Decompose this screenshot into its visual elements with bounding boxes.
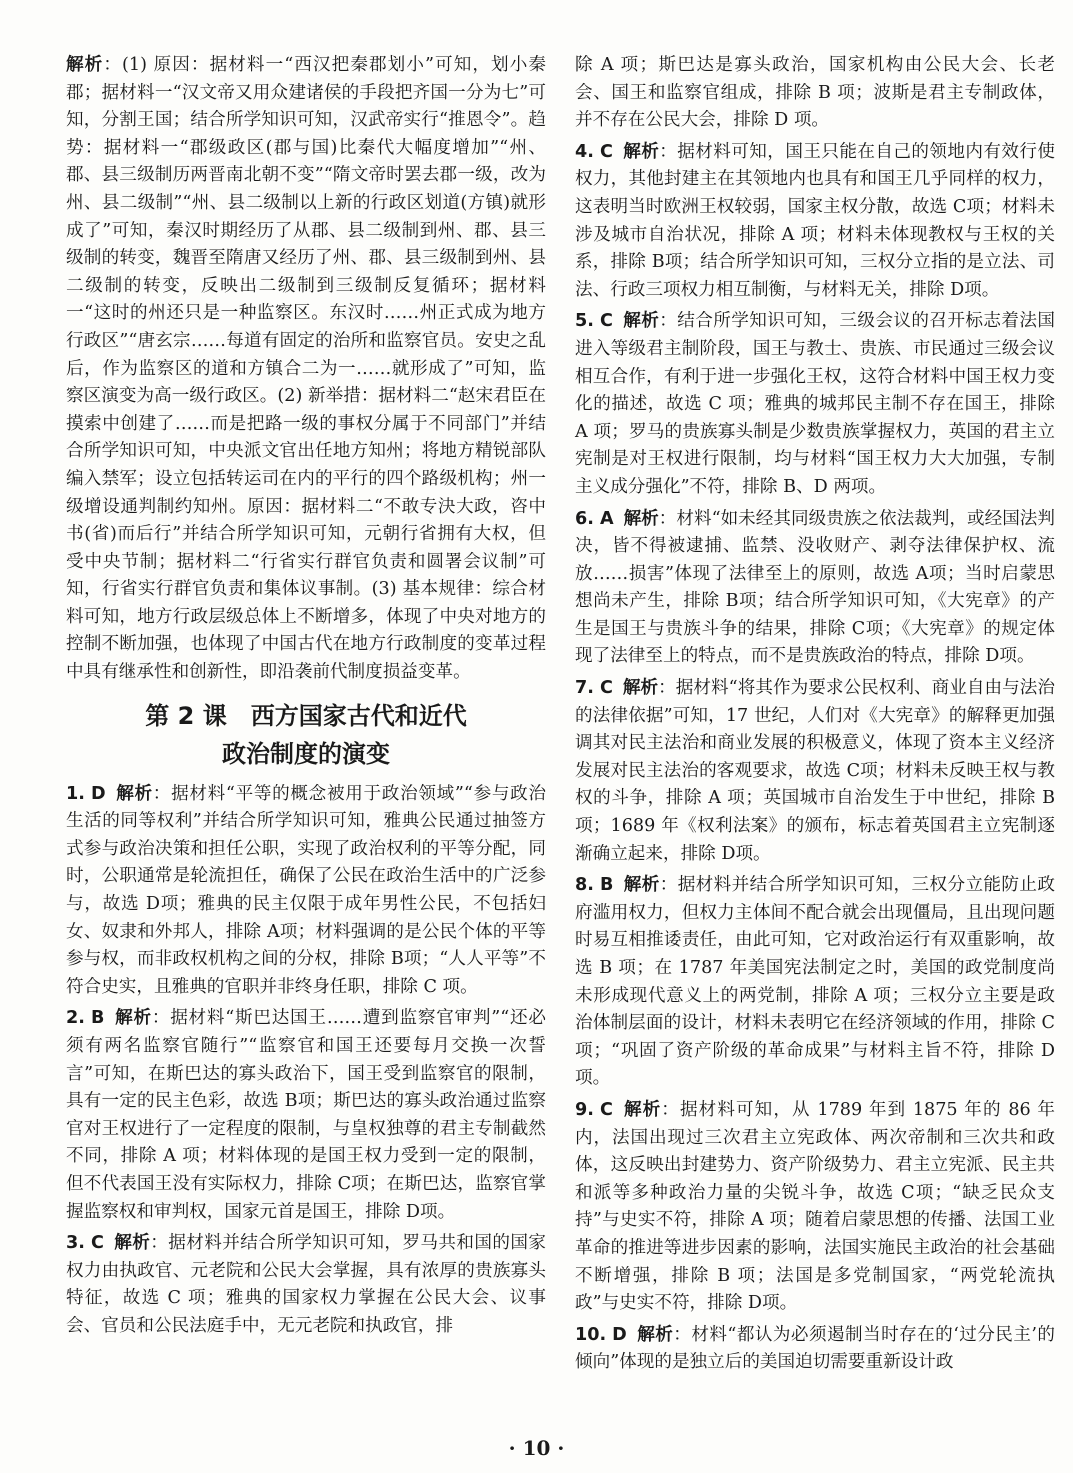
- question-number: 5.: [575, 311, 594, 332]
- analysis-label: 解析: [66, 55, 104, 75]
- analysis-label: 解析: [622, 1099, 662, 1120]
- question-number: 8.: [575, 875, 594, 896]
- question-number: 2.: [66, 1008, 85, 1029]
- answer-text: ：据材料“平等的概念被用于政治领域”“参与政治生活的同等权利”并结合所学知识可知，雅典公民通过抽签方式参与政治决策和担任公职，实现了政治权利的平等分配，同时，公职通常是轮流担任，确保了公民在政治生活中的广泛参与，故选 D项；雅典的民主仅限于成年男性公民，不包括妇女、奴隶和外邦人，排除 A项；材料强调的是公民个体的平等参与权，而非政权机构之间的分权，排除 B项；“人人平等”不符合史实，且雅典的官职并非终身任职，排除 C 项。: [66, 783, 546, 997]
- answer-letter: B: [90, 1008, 105, 1029]
- analysis-label: 解析: [636, 1324, 674, 1345]
- answer-item-2: [66, 1005, 546, 1226]
- page-number: · 10 ·: [508, 1436, 565, 1460]
- answer-letter: B: [599, 875, 614, 896]
- answer-letter: D: [612, 1324, 627, 1345]
- lesson-heading: [66, 697, 546, 773]
- answer-text: ：材料“都认为必须遏制当时存在的‘过分民主’的倾向”体现的是独立后的美国迫切需要重新设计政: [575, 1324, 1055, 1373]
- answer-text: ：据材料可知，从 1789 年到 1875 年的 86 年内，法国出现过三次君主立宪政体、两次帝制和三次共和政体，这反映出封建势力、资产阶级势力、君主立宪派、民主共和派等多种政治力量的尖锐斗争，故选 C项；“缺乏民众支持”与史实不符，排除 A 项；随着启蒙思想的传播、法国工业革命的推进等进步因素的影响，法国实施民主政治的社会基础不断增强，排除 B 项；法国是多党制国家，“两党轮流执政”与史实不符，排除 D项。: [575, 1099, 1055, 1314]
- answer-letter: C: [599, 1099, 613, 1120]
- analysis-label: 解析: [114, 1008, 152, 1029]
- right-column: [575, 52, 1055, 1377]
- analysis-label: 解析: [622, 141, 660, 162]
- answer-item-6: [575, 506, 1055, 672]
- analysis-label: 解析: [623, 875, 660, 896]
- continuation-paragraph: 除 A 项；斯巴达是寡头政治，国家机构由公民大会、长老会、国王和监察官组成，排除 B 项；波斯是君主专制政体，并不存在公民大会，排除 D 项。: [575, 55, 1055, 131]
- answer-text: ：据材料“将其作为要求公民权利、商业自由与法治的法律依据”可知，17 世纪，人们对《大宪章》的解释更加强调其对民主法治和商业发展的积极意义，体现了资本主义经济发展对民主法治的客观要求，故选 C项；材料未反映王权与教权的斗争，排除 A 项；英国城市自治发生于中世纪，排除 B项；1689 年《权利法案》的颁布，标志着英国君主立宪制逐渐确立起来，排除 D项。: [575, 678, 1055, 864]
- answer-item-1: [66, 781, 546, 1002]
- question-number: 3.: [66, 1233, 85, 1254]
- analysis-label: 解析: [113, 1233, 151, 1254]
- lesson-heading-line1: 第 2 课 西方国家古代和近代: [145, 701, 467, 730]
- answer-item-8: [575, 872, 1055, 1093]
- lesson-heading-line2: 政治制度的演变: [222, 739, 390, 768]
- answer-letter: C: [599, 311, 613, 332]
- analysis-label: 解析: [622, 678, 659, 699]
- answer-letter: A: [599, 508, 614, 529]
- answer-text: ：据材料并结合所学知识可知，罗马共和国的国家权力由执政官、元老院和公民大会掌握，具有浓厚的贵族寡头特征，故选 C 项；雅典的国家权力掌握在公民大会、议事会、官员和公民法庭手中，无元老院和执政官，排: [66, 1233, 546, 1336]
- answer-item-9: [575, 1097, 1055, 1318]
- answer-item-10: [575, 1322, 1055, 1377]
- answer-text: ：据材料“斯巴达国王……遭到监察官审判”“还必须有两名监察官随行”“监察官和国王还要每月交换一次誓言”可知，在斯巴达的寡头政治下，国王受到监察官的限制，具有一定的民主色彩，故选 B项；斯巴达的寡头政治通过监察官对王权进行了一定程度的限制，与皇权独尊的君主专制截然不同，排除 A 项；材料体现的是国王权力受到一定的限制，但不代表国王没有实际权力，排除 C项；在斯巴达，监察官掌握监察权和审判权，国家元首是国王，排除 D项。: [66, 1008, 546, 1222]
- question-number: 7.: [575, 678, 594, 699]
- intro-text: ：(1) 原因：据材料一“西汉把秦郡划小”可知，划小秦郡；据材料一“汉文帝又用众建诸侯的手段把齐国一分为七”可知，分割王国；结合所学知识可知，汉武帝实行“推恩令”。趋势：据材料一“郡级政区(郡与国)比秦代大幅度增加”“州、郡、县三级制历两晋南北朝不变”“隋文帝时罢去郡一级，改为州、县二级制”“州、县二级制以上新的行政区划道(方镇)就形成了”可知，秦汉时期经历了从郡、县二级制到州、郡、县三级制的转变，魏晋至隋唐又经历了州、郡、县三级制到州、县二级制的转变，反映出二级制到三级制反复循环；据材料一“这时的州还只是一种监察区。东汉时……州正式成为地方行政区”“唐玄宗……每道有固定的治所和监察官员。安史之乱后，作为监察区的道和方镇合二为一……就形成了”可知，监察区演变为高一级行政区。(2) 新举措：据材料二“赵宋君臣在摸索中创建了……而是把路一级的事权分属于不同部门”并结合所学知识可知，中央派文官出任地方知州；将地方精锐部队编入禁军；设立包括转运司在内的平行的四个路级机构；州一级增设通判制约知州。原因：据材料二“不敢专決大政，咨中书(省)而后行”并结合所学知识可知，元朝行省拥有大权，但受中央节制；据材料二“行省实行群官负责和圆署会议制”可知，行省实行群官负责和集体议事制。(3) 基本规律：综合材料可知，地方行政层级总体上不断增多，体现了中央对地方的控制不断加强，也体现了中国古代在地方行政制度的变革过程中具有继承性和创新性，即沿袭前代制度损益变革。: [66, 55, 546, 683]
- intro-paragraph: [66, 52, 546, 687]
- answer-item-7: [575, 675, 1055, 868]
- answer-letter: C: [599, 678, 613, 699]
- answer-letter: C: [90, 1233, 104, 1254]
- answer-item-3: [66, 1230, 546, 1340]
- analysis-label: 解析: [623, 508, 659, 529]
- question-number: 10.: [575, 1324, 607, 1345]
- answer-text: ：据材料可知，国王只能在自己的领地内有效行使权力，其他封建主在其领地内也具有和国王几乎同样的权力，这表明当时欧洲王权较弱，国家主权分散，故选 C项；材料未涉及城市自治状况，排除 A 项；材料未体现教权与王权的关系，排除 B项；结合所学知识可知，三权分立指的是立法、司法、行政三项权力相互制衡，与材料无关，排除 D项。: [575, 141, 1055, 300]
- answer-text: ：材料“如未经其同级贵族之依法裁判，或经国法判决，皆不得被逮捕、监禁、没收财产、剥夺法律保护权、流放……损害”体现了法律至上的原则，故选 A项；当时启蒙思想尚未产生，排除 B项；结合所学知识可知，《大宪章》的产生是国王与贵族斗争的结果，排除 C项；《大宪章》的规定体现了法律至上的特点，而不是贵族政治的特点，排除 D项。: [575, 508, 1055, 667]
- left-column: [66, 52, 546, 1341]
- question-number: 1.: [66, 783, 85, 804]
- question-number: 9.: [575, 1099, 594, 1120]
- answer-letter: D: [90, 783, 106, 804]
- answer-item-5: [575, 308, 1055, 501]
- answer-letter: C: [599, 141, 613, 162]
- question-number: 6.: [575, 508, 594, 529]
- answer-text: ：结合所学知识可知，三级会议的召开标志着法国进入等级君主制阶段，国王与教士、贵族、市民通过三级会议相互合作，有利于进一步强化王权，这符合材料中国王权力变化的描述，故选 C 项；雅典的城邦民主制不存在国王，排除 A 项；罗马的贵族寡头制是少数贵族掌握权力，英国的君主立宪制是对王权进行限制，均与材料“国王权力大大加强，专制主义成分强化”不符，排除 B、D 两项。: [575, 311, 1055, 497]
- analysis-label: 解析: [115, 783, 153, 804]
- answer-text: ：据材料并结合所学知识可知，三权分立能防止政府滥用权力，但权力主体间不配合就会出现僵局，且出现问题时易互相推诿责任，由此可知，它对政治运行有双重影响，故选 B 项；在 1787 年美国宪法制定之时，美国的政党制度尚未形成现代意义上的两党制，排除 A 项；三权分立主要是政治体制层面的设计，材料未表明它在经济领域的作用，排除 C 项；“巩固了资产阶级的革命成果”与材料主旨不符，排除 D 项。: [575, 875, 1055, 1089]
- analysis-label: 解析: [622, 311, 660, 332]
- answer-item-4: [575, 139, 1055, 305]
- question-number: 4.: [575, 141, 594, 162]
